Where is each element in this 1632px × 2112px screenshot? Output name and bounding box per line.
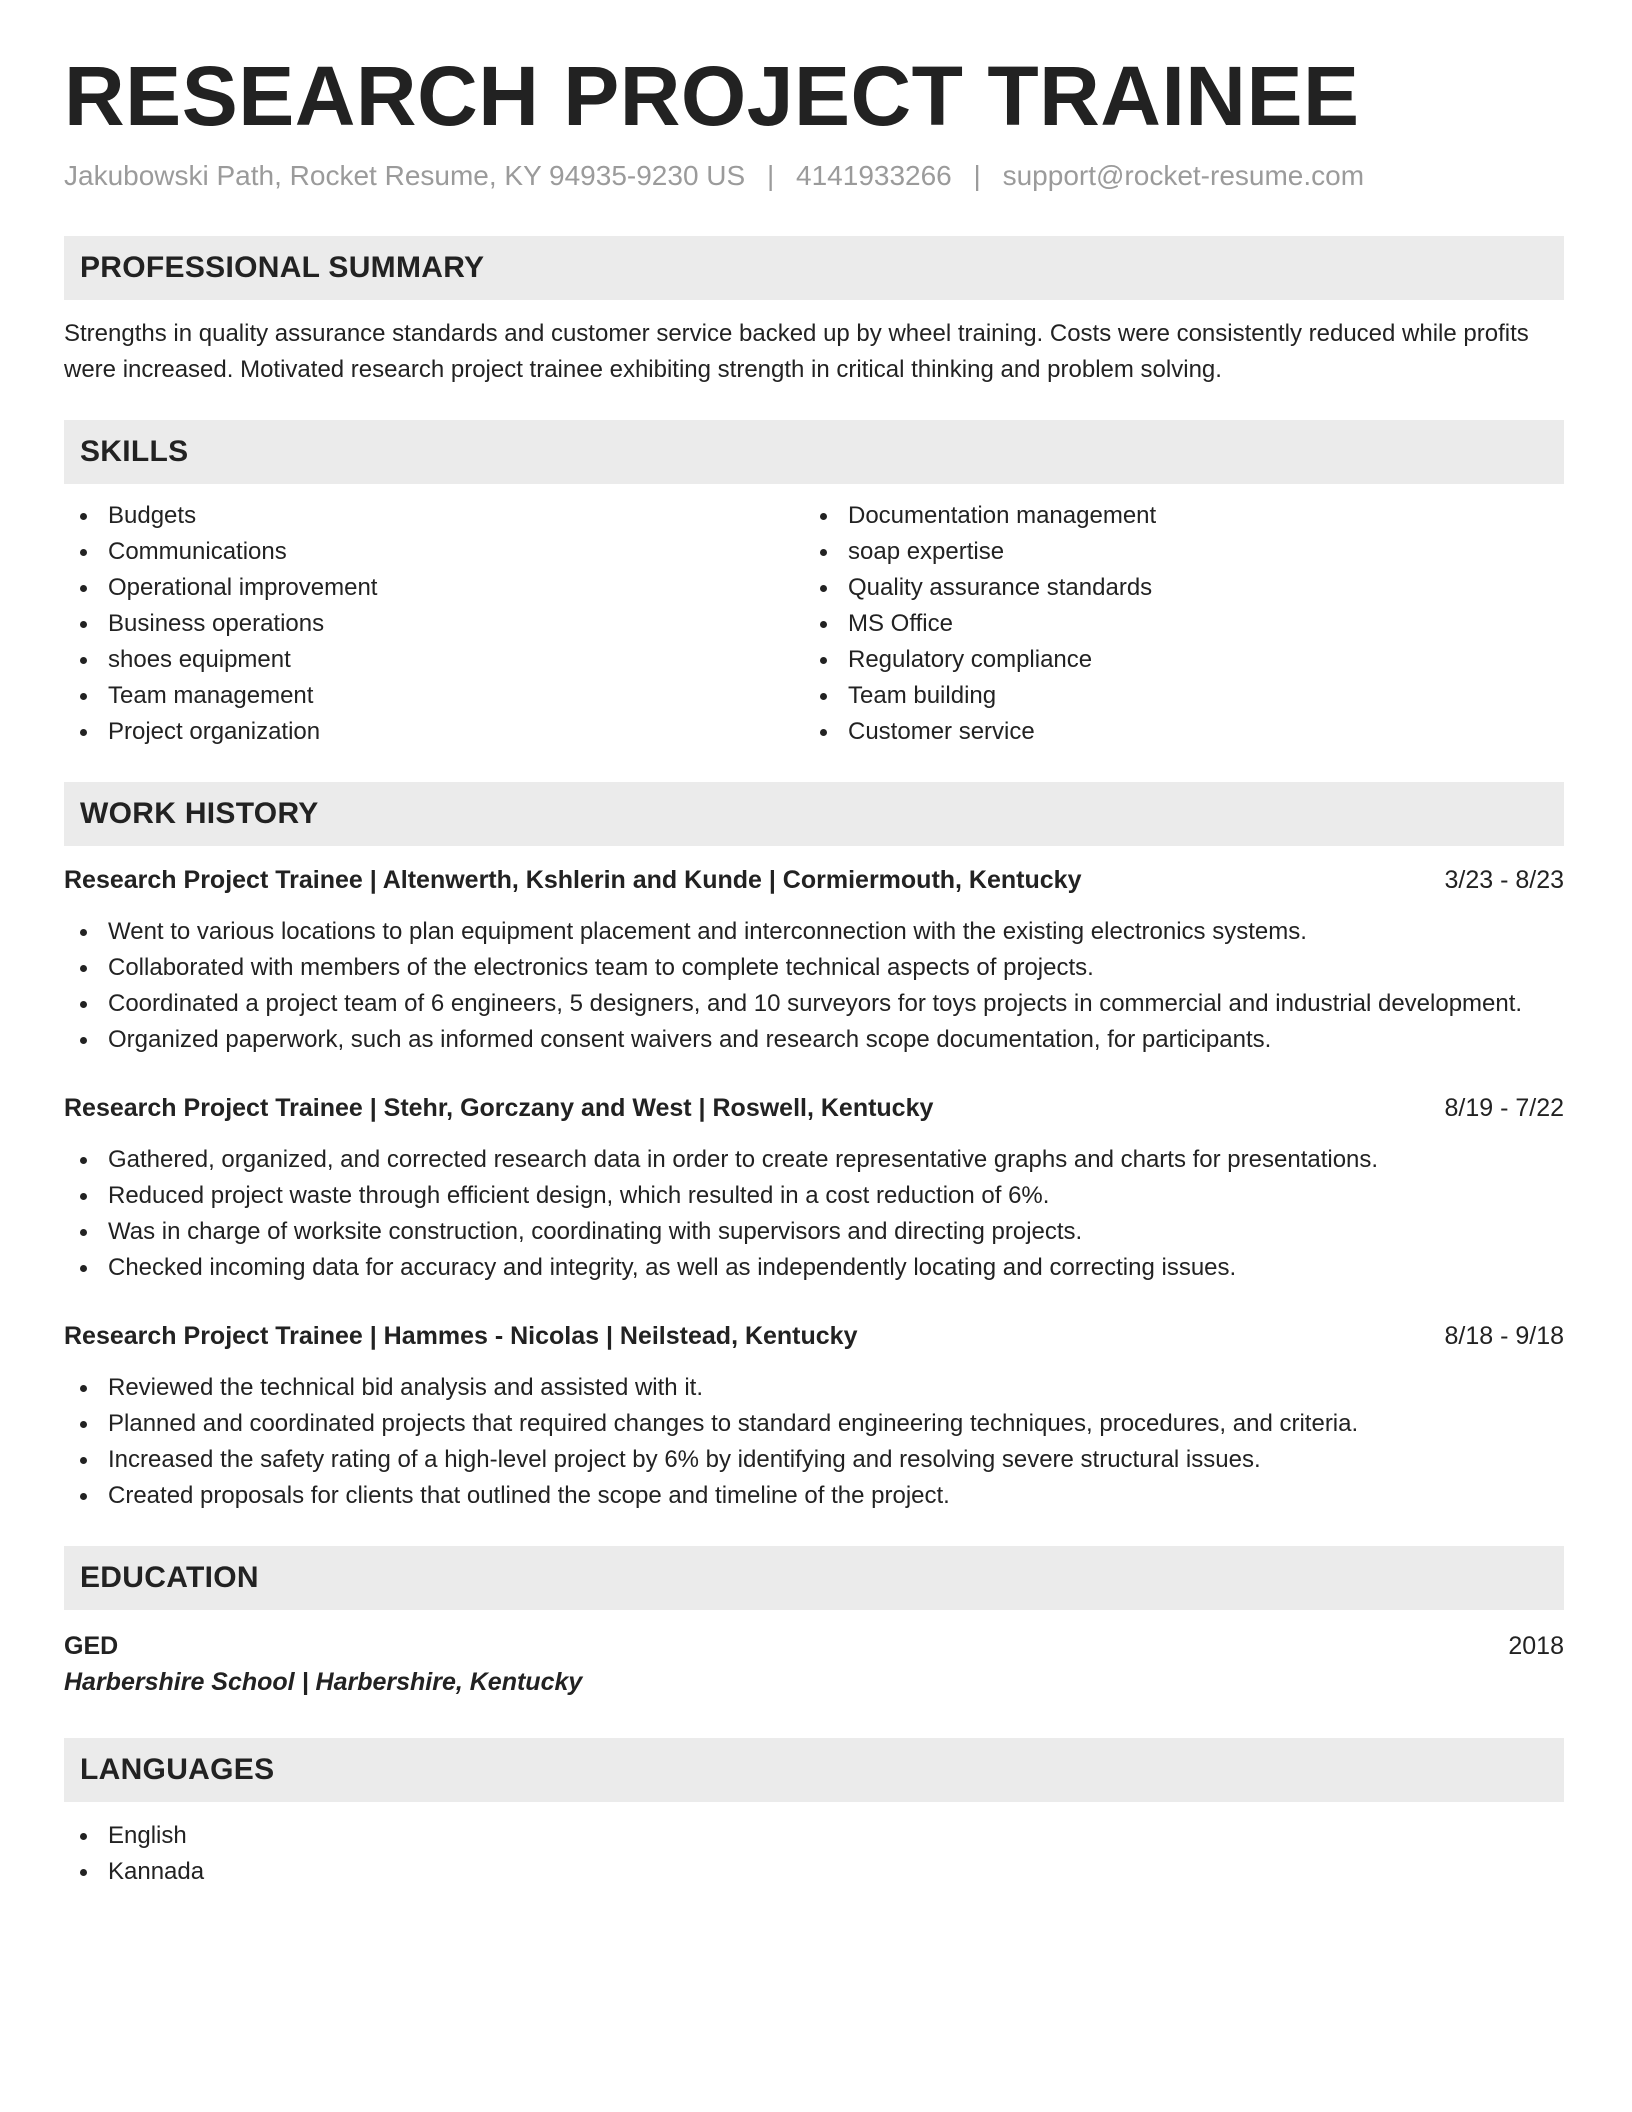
job-header bbox=[64, 862, 1564, 898]
contact-phone: 4141933266 bbox=[796, 160, 952, 192]
job-dates: 8/18 - 9/18 bbox=[1444, 1322, 1564, 1351]
job-bullet: Reviewed the technical bid analysis and assisted with it. bbox=[64, 1370, 1564, 1406]
skills-list-left bbox=[64, 498, 804, 750]
job-header bbox=[64, 1090, 1564, 1126]
summary-section bbox=[64, 236, 1564, 388]
skill-item: Business operations bbox=[64, 606, 804, 642]
job-bullet: Collaborated with members of the electronics team to complete technical aspects of projects. bbox=[64, 950, 1564, 986]
job-bullets bbox=[64, 1370, 1564, 1514]
job-bullet: Organized paperwork, such as informed consent waivers and research scope documentation, for participants. bbox=[64, 1022, 1564, 1058]
skill-item: Team management bbox=[64, 678, 804, 714]
job-bullet: Planned and coordinated projects that required changes to standard engineering techniques, procedures, and criteria. bbox=[64, 1406, 1564, 1442]
job-title: Research Project Trainee | Hammes - Nicolas | Neilstead, Kentucky bbox=[64, 1322, 858, 1351]
job-bullet: Checked incoming data for accuracy and integrity, as well as independently locating and correcting issues. bbox=[64, 1250, 1564, 1286]
skill-item: Project organization bbox=[64, 714, 804, 750]
languages-section bbox=[64, 1738, 1564, 1890]
job-bullets bbox=[64, 1142, 1564, 1286]
job-title: Research Project Trainee | Stehr, Gorczany and West | Roswell, Kentucky bbox=[64, 1094, 934, 1123]
job-entry bbox=[64, 1318, 1564, 1514]
skill-item: Budgets bbox=[64, 498, 804, 534]
skill-item: Communications bbox=[64, 534, 804, 570]
job-dates: 8/19 - 7/22 bbox=[1444, 1094, 1564, 1123]
contact-address: Jakubowski Path, Rocket Resume, KY 94935-9230 US bbox=[64, 160, 746, 192]
skill-item: Quality assurance standards bbox=[804, 570, 1544, 606]
job-bullet: Reduced project waste through efficient design, which resulted in a cost reduction of 6%. bbox=[64, 1178, 1564, 1214]
section-header-work-history: WORK HISTORY bbox=[64, 782, 1564, 846]
section-header-education: EDUCATION bbox=[64, 1546, 1564, 1610]
skill-item: Regulatory compliance bbox=[804, 642, 1544, 678]
job-header bbox=[64, 1318, 1564, 1354]
job-dates: 3/23 - 8/23 bbox=[1444, 866, 1564, 895]
resume-name: RESEARCH PROJECT TRAINEE bbox=[64, 49, 1360, 143]
language-item: English bbox=[64, 1818, 1564, 1854]
work-history-section bbox=[64, 782, 1564, 1514]
resume-page bbox=[64, 50, 1564, 1890]
job-bullet: Coordinated a project team of 6 engineers, 5 designers, and 10 surveyors for toys projects in commercial and industrial development. bbox=[64, 986, 1564, 1022]
education-degree: GED bbox=[64, 1632, 119, 1661]
contact-separator: | bbox=[766, 160, 775, 192]
section-header-skills: SKILLS bbox=[64, 420, 1564, 484]
skill-item: Documentation management bbox=[804, 498, 1544, 534]
languages-list bbox=[64, 1818, 1564, 1890]
job-entry bbox=[64, 862, 1564, 1058]
skill-item: Operational improvement bbox=[64, 570, 804, 606]
education-header bbox=[64, 1628, 1564, 1664]
skills-grid bbox=[64, 498, 1564, 750]
skill-item: Team building bbox=[804, 678, 1544, 714]
job-bullet: Increased the safety rating of a high-level project by 6% by identifying and resolving severe structural issues. bbox=[64, 1442, 1564, 1478]
contact-separator: | bbox=[973, 160, 981, 192]
job-bullet: Created proposals for clients that outlined the scope and timeline of the project. bbox=[64, 1478, 1564, 1514]
section-header-languages: LANGUAGES bbox=[64, 1738, 1564, 1802]
job-bullet: Was in charge of worksite construction, coordinating with supervisors and directing projects. bbox=[64, 1214, 1564, 1250]
education-section bbox=[64, 1546, 1564, 1700]
job-entry bbox=[64, 1090, 1564, 1286]
education-school: Harbershire School | Harbershire, Kentucky bbox=[64, 1668, 583, 1697]
summary-text: Strengths in quality assurance standards and customer service backed up by wheel training. Costs were consistently reduced while profits were increased. Motivated research project trainee exhibiting strength in critical thinking and problem solving. bbox=[64, 320, 1529, 384]
job-bullets bbox=[64, 914, 1564, 1058]
contact-email: support@rocket-resume.com bbox=[1002, 160, 1365, 192]
skills-list-right bbox=[804, 498, 1544, 750]
skill-item: Customer service bbox=[804, 714, 1544, 750]
job-bullet: Went to various locations to plan equipment placement and interconnection with the existing electronics systems. bbox=[64, 914, 1564, 950]
skills-section bbox=[64, 420, 1564, 750]
job-bullet: Gathered, organized, and corrected research data in order to create representative graphs and charts for presentations. bbox=[64, 1142, 1564, 1178]
job-title: Research Project Trainee | Altenwerth, Kshlerin and Kunde | Cormiermouth, Kentucky bbox=[64, 866, 1082, 895]
contact-line bbox=[64, 160, 1564, 192]
section-header-summary: PROFESSIONAL SUMMARY bbox=[64, 236, 1564, 300]
skill-item: MS Office bbox=[804, 606, 1544, 642]
skill-item: soap expertise bbox=[804, 534, 1544, 570]
language-item: Kannada bbox=[64, 1854, 1564, 1890]
education-year: 2018 bbox=[1508, 1632, 1564, 1661]
skill-item: shoes equipment bbox=[64, 642, 804, 678]
education-entry bbox=[64, 1628, 1564, 1700]
